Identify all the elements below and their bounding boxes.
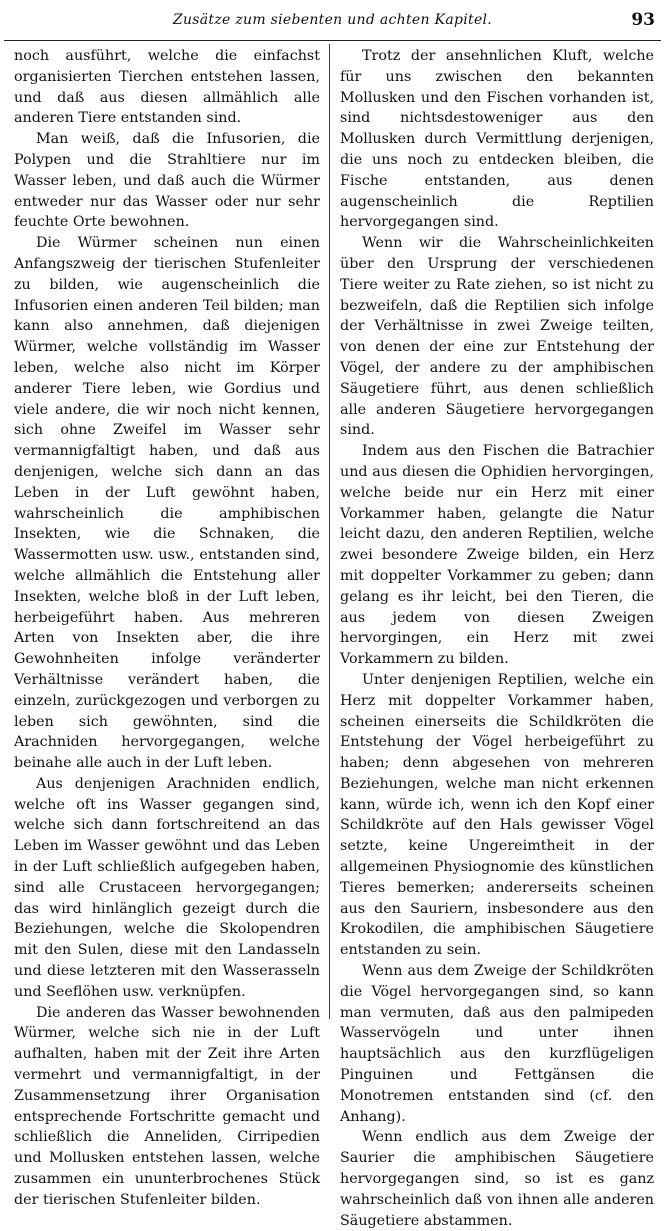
paragraph: Trotz der ansehnlichen Kluft, welche für uns zwischen den bekannten Mollusken und den Fischen vorhanden ist, sind nichtsdestoweniger aus den Mollusken durch Vermittlung derjenigen, die uns noch zu entdecken bleiben, die Fische entstanden, aus denen augenscheinlich die Reptilien hervorgegangen sind. bbox=[340, 48, 654, 231]
paragraph: Die Würmer scheinen nun einen Anfangszweig der tierischen Stufenleiter zu bilden, wie augenscheinlich die Infusorien einen anderen Teil bilden; man kann also annehmen, daß diejenigen Würmer, welche vollständig im Wasser leben, welche also nicht im Körper anderer Tiere leben, wie Gordius und viele andere, die wir noch nicht kennen, sich ohne Zweifel im Wasser sehr vermannigfaltigt haben, und daß aus denjenigen, welche sich dann an das Leben in der Luft gewöhnt haben, wahrscheinlich die amphibischen Insekten, wie die Schnaken, die Wassermotten usw. usw., entstanden sind, welche allmählich die Entstehung aller Insekten, welche bloß in der Luft leben, herbeigeführt haben. Aus mehreren Arten von Insekten aber, die ihre Gewohnheiten infolge veränderter Verhältnisse verändert haben, die einzeln, zurückgezogen und verborgen zu leben sich gewöhnten, sind die Arachniden hervorgegangen, welche beinahe alle auch in der Luft leben. bbox=[14, 235, 320, 772]
paragraph: Wenn endlich aus dem Zweige der Saurier die amphibischen Säugetiere hervorgegangen sind, so ist es ganz wahrscheinlich daß von ihnen alle anderen Säugetiere abstammen. bbox=[340, 1129, 654, 1229]
paragraph: Die anderen das Wasser bewohnenden Würmer, welche sich nie in der Luft aufhalten, haben mit der Zeit ihre Arten vermehrt und vermannigfaltigt, in der Zusammensetzung ihrer Organisation entsprechende Fortschritte gemacht und schließlich die Anneliden, Cirripedien und Mollusken entstehen lassen, welche zusammen ein ununterbrochenes Stück der tierischen Stufenleiter bilden. bbox=[14, 1004, 320, 1208]
column-divider bbox=[329, 44, 330, 1019]
paragraph: noch ausführt, welche die einfachst organisierten Tierchen entstehen lassen, und daß aus diesen allmählich alle anderen Tiere entstanden sind. bbox=[14, 48, 320, 127]
right-column bbox=[340, 46, 654, 1231]
paragraph: Man weiß, daß die Infusorien, die Polypen und die Strahltiere nur im Wasser leben, und daß auch die Würmer entweder nur das Wasser oder nur sehr feuchte Orte bewohnen. bbox=[14, 131, 320, 231]
paragraph: Indem aus den Fischen die Batrachier und aus diesen die Ophidien hervorgingen, welche beide nur ein Herz mit einer Vorkammer haben, gelangte die Natur leicht dazu, den anderen Reptilien, welche zwei besondere Zweige bilden, ein Herz mit doppelter Vorkammer zu geben; dann gelang es ihr leicht, bei den Tieren, die aus jedem von diesen Zweigen hervorgingen, ein Herz mit zwei Vorkammern zu bilden. bbox=[340, 443, 654, 668]
paragraph: Wenn aus dem Zweige der Schildkröten die Vögel hervorgegangen sind, so kann man vermuten, daß aus den palmipeden Wasservögeln und unter ihnen hauptsächlich aus den kurzflügeligen Pinguinen und Fettgänsen die Monotremen entstanden sind (cf. den Anhang). bbox=[340, 963, 654, 1125]
left-column bbox=[14, 46, 320, 1211]
running-header bbox=[4, 0, 661, 41]
page-number: 93 bbox=[631, 10, 655, 30]
running-title: Zusätze zum siebenten und achten Kapitel. bbox=[172, 12, 493, 28]
paragraph: Unter denjenigen Reptilien, welche ein Herz mit doppelter Vorkammer haben, scheinen einerseits die Schildkröten die Entstehung der Vögel herbeigeführt zu haben; denn abgesehen von mehreren Beziehungen, welche man nicht erkennen kann, würde ich, wenn ich den Kopf einer Schildkröte auf den Hals gewisser Vögel setzte, keine Ungereimtheit in der allgemeinen Physiognomie des künstlichen Tieres bemerken; andererseits scheinen aus den Sauriern, insbesondere aus den Krokodilen, die amphibischen Säugetiere entstanden zu sein. bbox=[340, 671, 654, 959]
paragraph: Wenn wir die Wahrscheinlichkeiten über den Ursprung der verschiedenen Tiere weiter zu Rate ziehen, so ist nicht zu bezweifeln, daß die Reptilien sich infolge der Verhältnisse in zwei Zweige teilten, von denen der eine zur Entstehung der Vögel, der andere zu der amphibischen Säugetiere führt, aus denen schließlich alle anderen Säugetiere hervorgegangen sind. bbox=[340, 235, 654, 439]
paragraph: Aus denjenigen Arachniden endlich, welche oft ins Wasser gegangen sind, welche sich dann fortschreitend an das Leben im Wasser gewöhnt und das Leben in der Luft schließlich aufgegeben haben, sind alle Crustaceen hervorgegangen; das wird hinlänglich gezeigt durch die Beziehungen, welche die Skolopendren mit den Sulen, diese mit den Landasseln und diese letzteren mit den Wasserasseln und Seeflöhen usw. verknüpfen. bbox=[14, 775, 320, 1000]
